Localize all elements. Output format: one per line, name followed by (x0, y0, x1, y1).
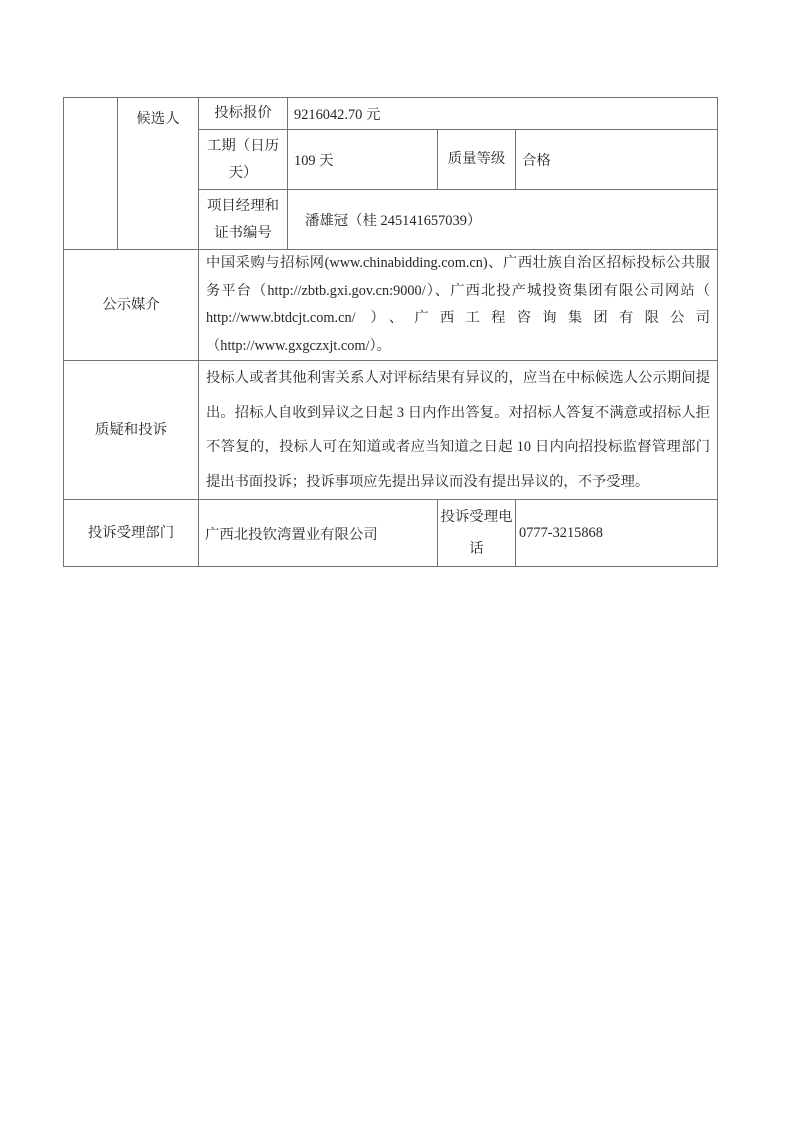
objection-label: 质疑和投诉 (64, 361, 199, 500)
candidate-section-label: 候选人 (118, 98, 199, 250)
publicity-media-content: 中国采购与招标网(www.chinabidding.com.cn)、广西壮族自治区招标投标公共服务平台（http://zbtb.gxi.gov.cn:9000/）、广西北投产城投资集团有限公司网站（ http://www.btdcjt.com.cn/ ）、广西工程咨询集团有限公司（http://www.gxgczxjt.com/）。 (199, 250, 718, 361)
row-bid-price (64, 98, 718, 130)
row-publicity-media (64, 250, 718, 361)
publicity-media-label: 公示媒介 (64, 250, 199, 361)
objection-content: 投标人或者其他利害关系人对评标结果有异议的，应当在中标候选人公示期间提出。招标人自收到异议之日起 3 日内作出答复。对招标人答复不满意或招标人拒不答复的，投标人可在知道或者应当知道之日起 10 日内向招投标监督管理部门提出书面投诉；投诉事项应先提出异议而没有提出异议的，不予受理。 (199, 361, 718, 500)
complaint-phone-value: 0777-3215868 (516, 500, 718, 567)
bid-result-table (63, 97, 718, 567)
duration-label: 工期（日历天） (199, 130, 288, 190)
project-manager-label: 项目经理和证书编号 (199, 190, 288, 250)
quality-grade-label: 质量等级 (438, 130, 516, 190)
quality-grade-value: 合格 (516, 130, 718, 190)
bid-price-value: 9216042.70 元 (288, 98, 718, 130)
complaint-department-value: 广西北投钦湾置业有限公司 (199, 500, 438, 567)
empty-continuation-cell (64, 98, 118, 250)
bid-price-label: 投标报价 (199, 98, 288, 130)
row-complaint-department (64, 500, 718, 567)
row-objection-complaint (64, 361, 718, 500)
complaint-department-label: 投诉受理部门 (64, 500, 199, 567)
duration-value: 109 天 (288, 130, 438, 190)
complaint-phone-label: 投诉受理电话 (438, 500, 516, 567)
project-manager-value: 潘雄冠（桂 245141657039） (288, 190, 718, 250)
